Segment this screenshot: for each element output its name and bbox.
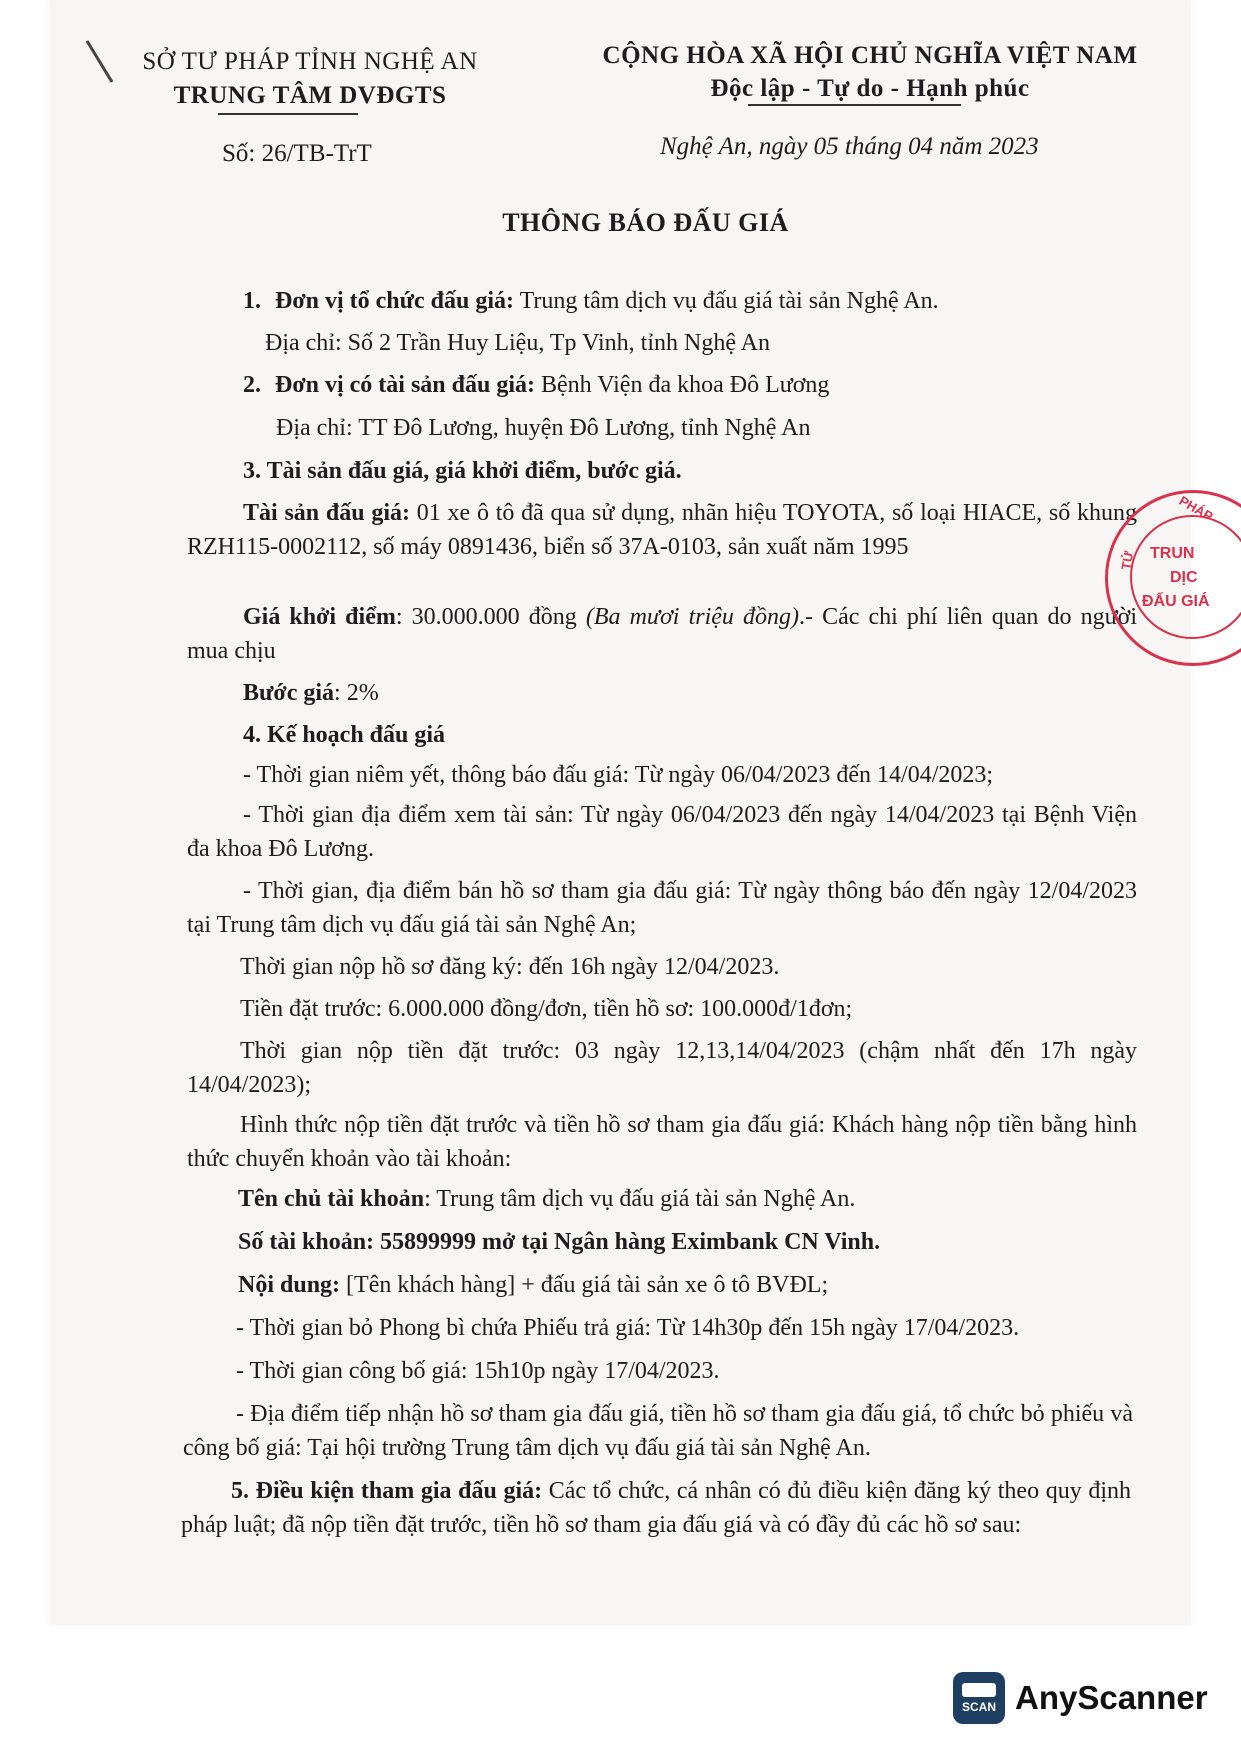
account-name: [238, 1182, 855, 1216]
notice-title: THÔNG BÁO ĐẤU GIÁ: [502, 208, 789, 237]
starting-price-words: (Ba mươi triệu đồng): [585, 604, 799, 630]
section-5-label: 5. Điều kiện tham gia đấu giá:: [231, 1478, 543, 1504]
transfer-content: [238, 1268, 828, 1302]
starting-price-text: : 30.000.000 đồng: [395, 604, 586, 630]
account-name-text: : Trung tâm dịch vụ đấu giá tài sản Nghệ An.: [424, 1186, 856, 1212]
place-date: Nghệ An, ngày 05 tháng 04 năm 2023: [660, 133, 1039, 160]
plan-line-3: - Thời gian, địa điểm bán hồ sơ tham gia đấu giá: Từ ngày thông báo đến ngày 12/04/2023 tại Trung tâm dịch vụ đấu giá tài sản Nghệ An;: [187, 878, 1137, 938]
plan-line-7: Hình thức nộp tiền đặt trước và tiền hồ sơ tham gia đấu giá: Khách hàng nộp tiền bằng hình thức chuyển khoản vào tài khoản:: [187, 1112, 1137, 1172]
stamp-text-2: DỊC: [1170, 569, 1198, 586]
scanner-logo-icon: [953, 1672, 1005, 1724]
scanner-watermark: [953, 1672, 1208, 1724]
plan-line-8: - Thời gian bỏ Phong bì chứa Phiếu trả giá: Từ 14h30p đến 15h ngày 17/04/2023.: [236, 1315, 1020, 1341]
official-stamp: [1105, 490, 1241, 666]
plan-line-6: Thời gian nộp tiền đặt trước: 03 ngày 12,13,14/04/2023 (chậm nhất đến 17h ngày 14/04/2023);: [187, 1038, 1137, 1098]
document-number: Số: 26/TB-TrT: [222, 140, 372, 167]
scanner-logo-text: SCAN: [961, 1699, 996, 1714]
starting-price-paragraph: [187, 600, 1137, 668]
plan-line-2: - Thời gian địa điểm xem tài sản: Từ ngày 06/04/2023 đến ngày 14/04/2023 tại Bệnh Viện đa khoa Đô Lương.: [187, 802, 1137, 862]
section-5-paragraph: [181, 1474, 1131, 1542]
section-2: [243, 368, 829, 402]
bid-step: [243, 676, 379, 710]
bid-step-label: Bước giá: [243, 680, 335, 706]
asset-paragraph: [187, 496, 1137, 564]
stamp-side-text: TỬ: [1118, 549, 1137, 572]
section-1: [243, 284, 939, 318]
transfer-content-text: [Tên khách hàng] + đấu giá tài sản xe ô tô BVĐL;: [340, 1272, 829, 1298]
section-4-heading: 4. Kế hoạch đấu giá: [243, 722, 446, 748]
section-2-number: 2.: [243, 372, 261, 398]
agency-parent: SỞ TƯ PHÁP TỈNH NGHỆ AN: [142, 48, 478, 75]
scanner-brand-name: AnyScanner: [1015, 1679, 1208, 1716]
section-2-address: Địa chỉ: TT Đô Lương, huyện Đô Lương, tỉnh Nghệ An: [276, 415, 811, 441]
motto-underline: [748, 104, 961, 106]
transfer-content-label: Nội dung:: [238, 1272, 341, 1298]
agency-name: TRUNG TÂM DVĐGTS: [173, 82, 447, 109]
section-5-text: Các tổ chức, cá nhân có đủ điều kiện đăng ký theo quy định pháp luật; đã nộp tiền đặt trước, tiền hồ sơ tham gia đấu giá và có đầy đủ các hồ sơ sau:: [181, 1478, 1131, 1538]
agency-underline: [218, 113, 358, 115]
starting-price-rest: .- Các chi phí liên quan do người mua chịu: [187, 604, 1137, 664]
starting-price-label: Giá khởi điểm: [243, 604, 396, 630]
section-1-address: Địa chỉ: Số 2 Trần Huy Liệu, Tp Vinh, tỉnh Nghệ An: [265, 330, 771, 356]
plan-line-5: Tiền đặt trước: 6.000.000 đồng/đơn, tiền hồ sơ: 100.000đ/1đơn;: [240, 996, 853, 1022]
bid-step-text: : 2%: [334, 680, 379, 706]
national-motto: Độc lập - Tự do - Hạnh phúc: [710, 75, 1030, 102]
national-title: CỘNG HÒA XÃ HỘI CHỦ NGHĨA VIỆT NAM: [602, 42, 1138, 69]
stamp-text-1: TRUN: [1150, 545, 1195, 562]
plan-line-4: Thời gian nộp hồ sơ đăng ký: đến 16h ngày 12/04/2023.: [240, 954, 780, 980]
stamp-text-3: ĐẤU GIÁ: [1142, 593, 1210, 610]
asset-text: 01 xe ô tô đã qua sử dụng, nhãn hiệu TOYOTA, số loại HIACE, số khung RZH115-0002112, số máy 0891436, biển số 37A-0103, sản xuất năm 1995: [187, 500, 1138, 560]
section-2-text: Bệnh Viện đa khoa Đô Lương: [535, 372, 830, 398]
plan-line-10: - Địa điểm tiếp nhận hồ sơ tham gia đấu giá, tiền hồ sơ tham gia đấu giá, tổ chức bỏ phiếu và công bố giá: Tại hội trường Trung tâm dịch vụ đấu giá tài sản Nghệ An.: [183, 1401, 1133, 1461]
section-1-number: 1.: [243, 288, 261, 314]
account-name-label: Tên chủ tài khoản: [238, 1186, 425, 1212]
section-3-heading: 3. Tài sản đấu giá, giá khởi điểm, bước giá.: [243, 458, 682, 484]
plan-line-9: - Thời gian công bố giá: 15h10p ngày 17/04/2023.: [236, 1358, 720, 1384]
plan-line-1: - Thời gian niêm yết, thông báo đấu giá: Từ ngày 06/04/2023 đến 14/04/2023;: [243, 762, 994, 788]
section-1-text: Trung tâm dịch vụ đấu giá tài sản Nghệ An.: [514, 288, 939, 314]
section-1-label: Đơn vị tổ chức đấu giá:: [275, 288, 515, 314]
asset-label: Tài sản đấu giá:: [243, 500, 411, 526]
account-number: Số tài khoản: 55899999 mở tại Ngân hàng Eximbank CN Vinh.: [238, 1229, 881, 1255]
section-2-label: Đơn vị có tài sản đấu giá:: [275, 372, 535, 398]
stamp-clip: [1080, 470, 1241, 690]
stamp-arc-text: PHÁP: [1176, 492, 1216, 525]
pen-mark: [84, 38, 118, 86]
